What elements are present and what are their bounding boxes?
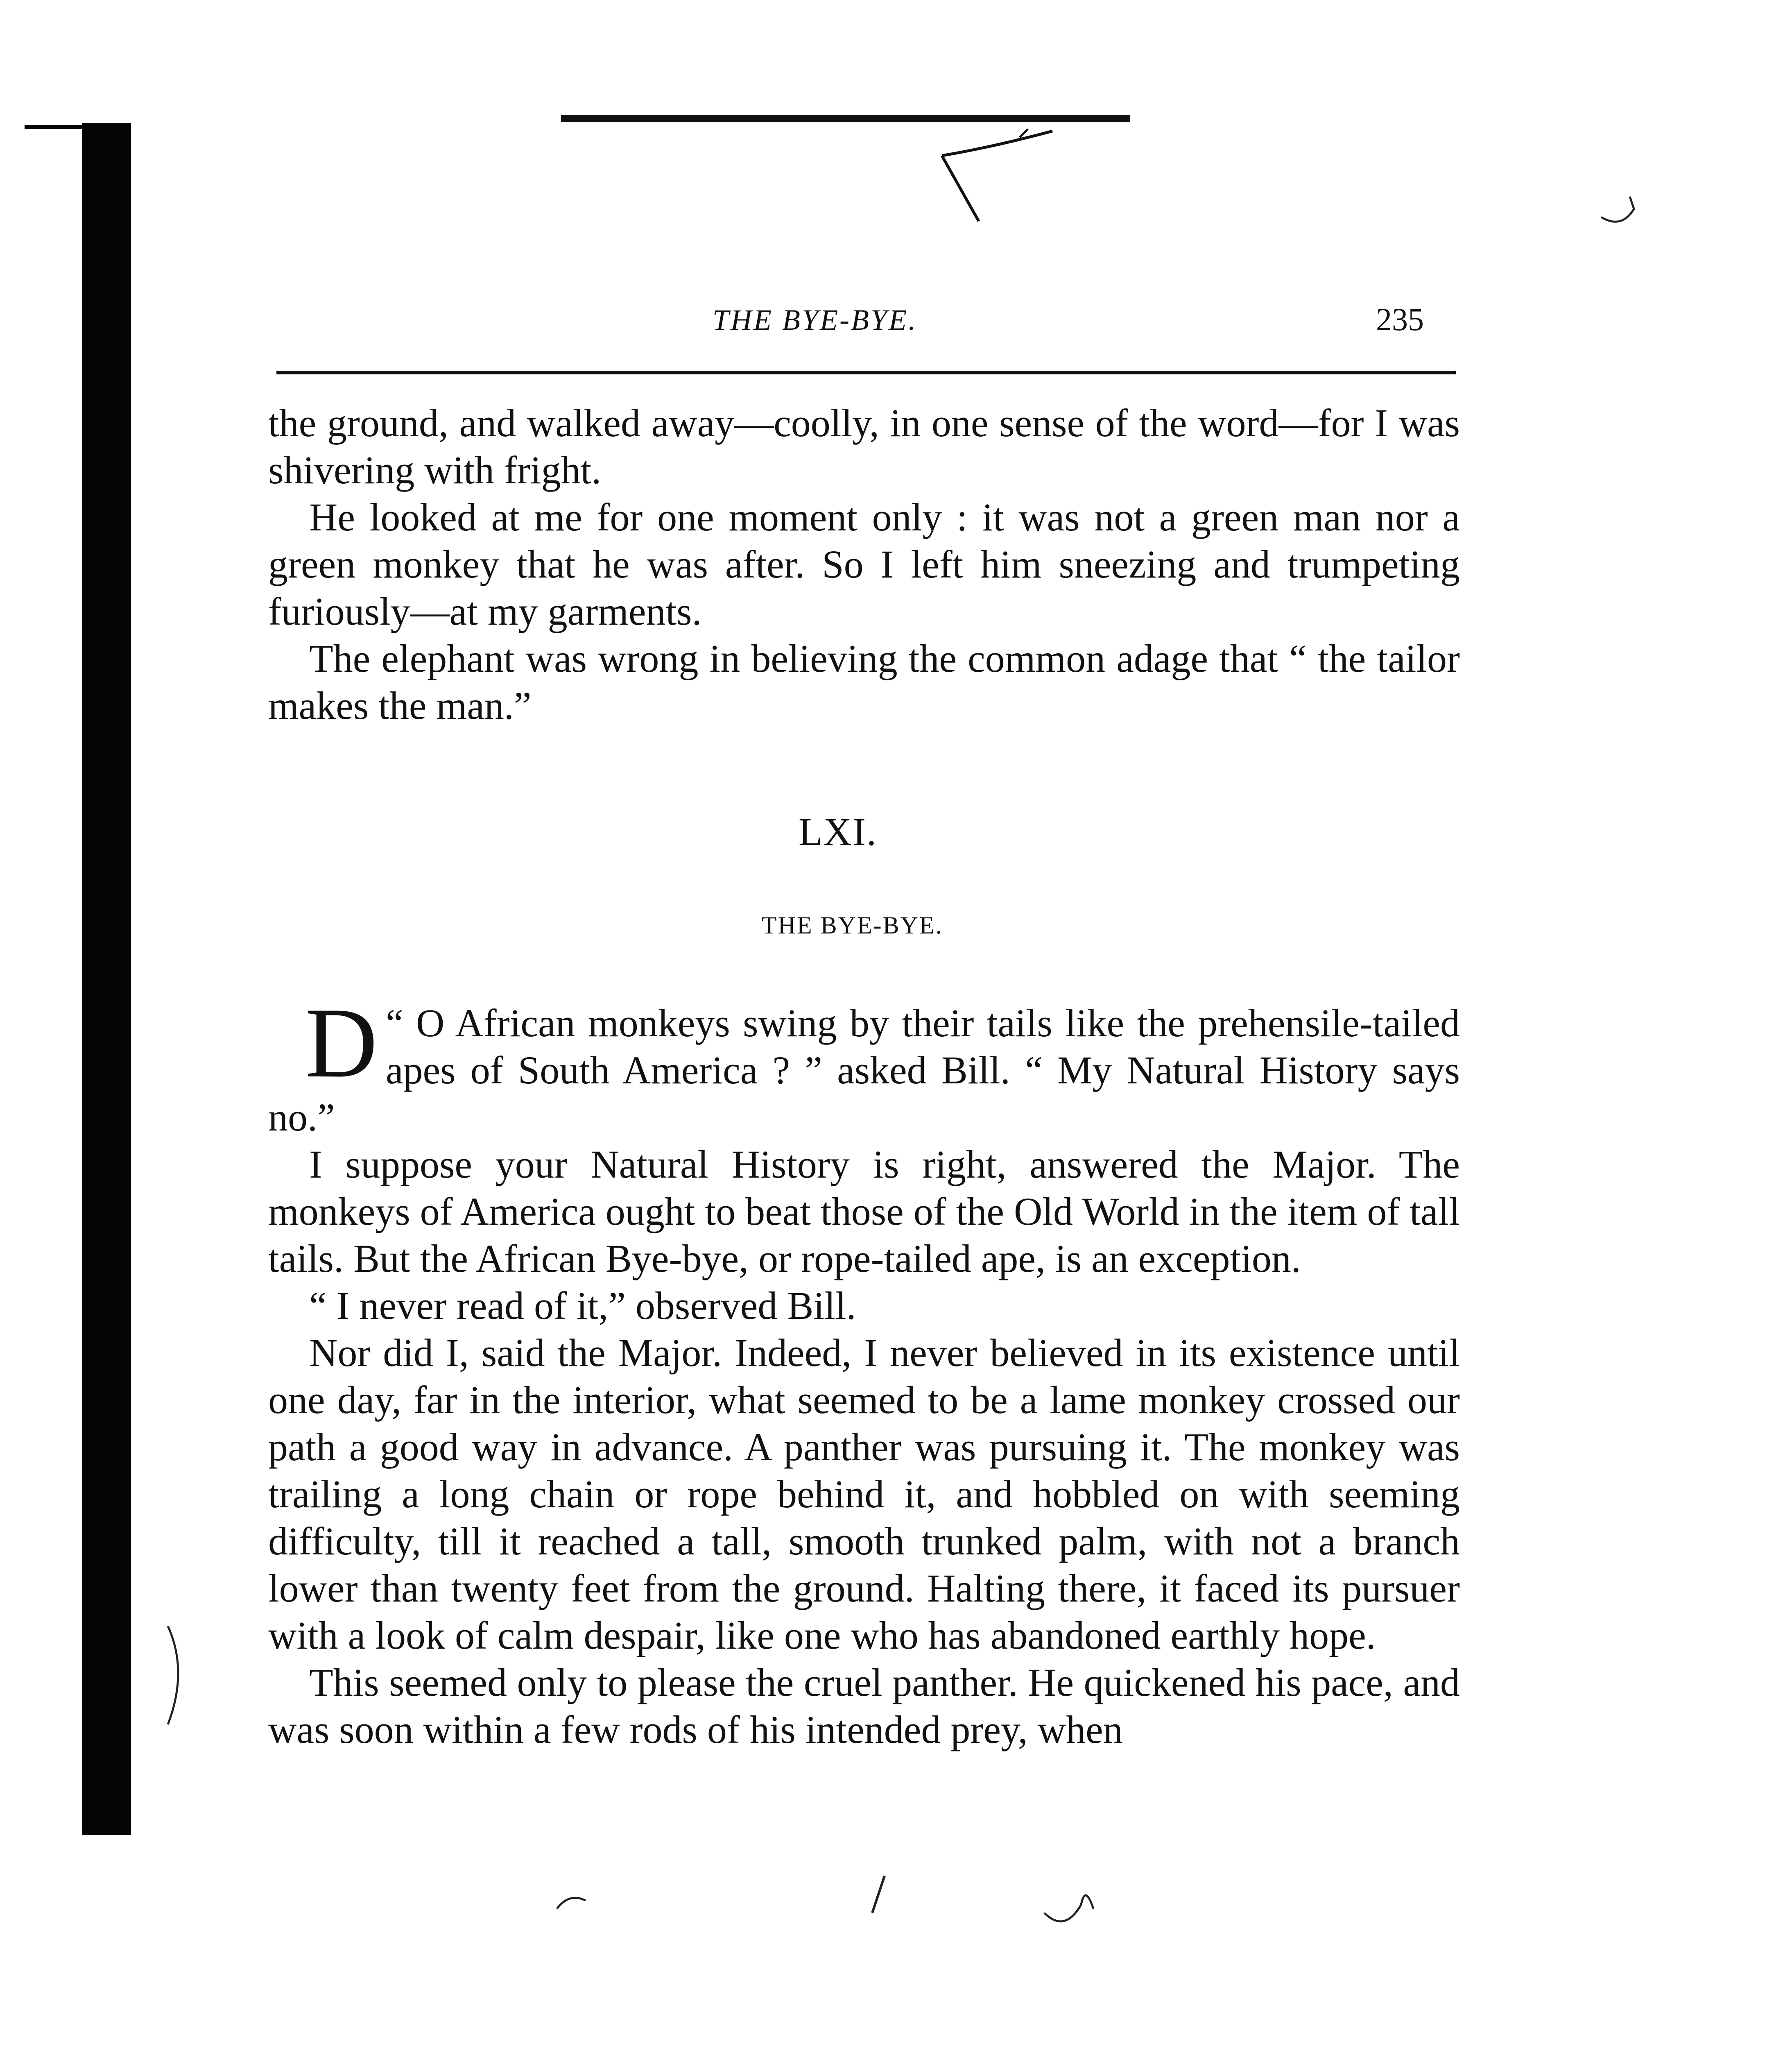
- opening-quote: “: [385, 1001, 416, 1045]
- paragraph: This seemed only to please the cruel panther. He quickened his pace, and was soon within a few rods of his intended prey, when: [268, 1661, 1460, 1751]
- paragraph: the ground, and walked away—coolly, in one sense of the word—for I was shivering with fright.: [268, 401, 1460, 492]
- paragraph: The elephant was wrong in believing the common adage that “ the tailor makes the man.”: [268, 637, 1460, 727]
- first-paragraph: [268, 987, 1460, 1141]
- chapter-title: THE BYE-BYE.: [762, 912, 943, 939]
- paragraph: I suppose your Natural History is right, answered the Major. The monkeys of America ought to beat those of the Old World in the item of tall tails. But the African Bye-bye, or rope-tailed ape, is an exception.: [268, 1142, 1460, 1280]
- running-title: THE BYE-BYE.: [713, 304, 918, 336]
- scan-scribble-marks: [532, 1868, 1147, 1950]
- top-rule: [561, 115, 1130, 122]
- paragraph: He looked at me for one moment only : it was not a green man nor a green monkey that he was after. So I left him sneezing and trumpeting furiously—at my garments.: [268, 495, 1460, 633]
- paragraph: “ I never read of it,” observed Bill.: [309, 1284, 856, 1328]
- drop-cap: D: [305, 987, 378, 1098]
- paragraph: Nor did I, said the Major. Indeed, I never believed in its existence until one day, far in the interior, what seemed to be a lame monkey crossed our path a good way in advance. A panther was pursuing it. The monkey was trailing a long chain or rope behind it, and hobbled on with seeming difficulty, till it reached a tall, smooth trunked palm, with not a branch lower than twenty feet from the ground. Halting there, it faced its pursuer with a look of calm despair, like one who has abandoned earthly hope.: [268, 1331, 1460, 1657]
- continuation-text: [268, 399, 1460, 729]
- scan-margin-mark: [1597, 184, 1646, 233]
- chapter-text: [268, 987, 1460, 1753]
- page-number: 235: [1376, 301, 1424, 337]
- first-paragraph-text: O African monkeys swing by their tails like the prehensile-tailed apes of South America ? ” asked Bill. “ My Natural History says no.”: [268, 1001, 1460, 1139]
- scan-binding-shadow: [82, 123, 131, 1835]
- scan-margin-bracket: [164, 1622, 197, 1729]
- header-rule: [276, 371, 1456, 374]
- pen-mark-icon: [930, 123, 1077, 225]
- chapter-number: LXI.: [799, 810, 877, 854]
